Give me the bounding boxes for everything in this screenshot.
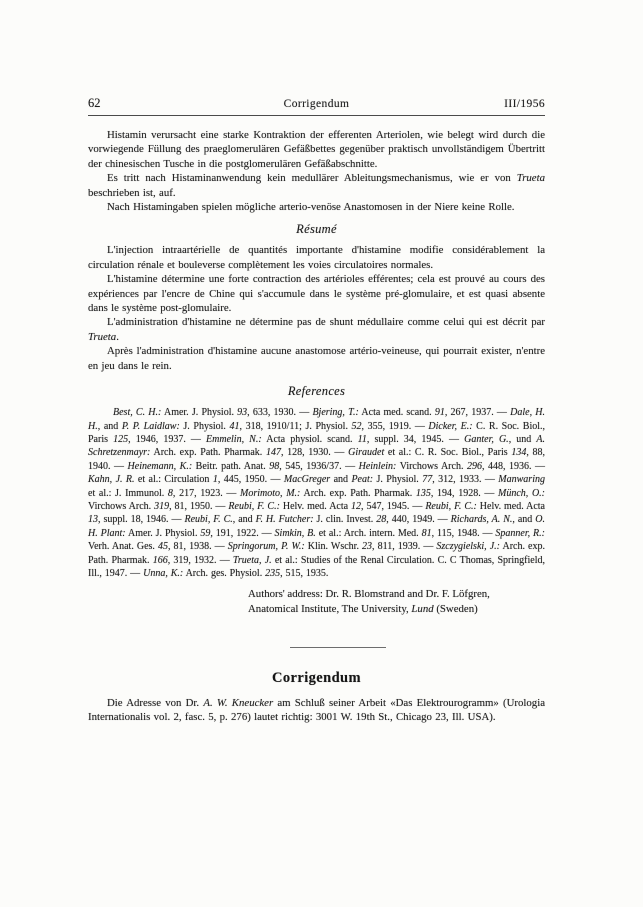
- authors-address: [248, 587, 545, 617]
- resume-paragraph-3: L'administration d'histamine ne détermine pas de shunt médullaire comme celui qui est décrit par Trueta.: [88, 316, 545, 343]
- page-body: [88, 128, 545, 725]
- resume-paragraph-2: L'histamine détermine une forte contraction des artérioles efférentes; cela est prouvé au cours des expériences par l'encre de Chine qui s'accumule dans le système pré-glomulaire, et est quasi absente dans le système post-glomulaire.: [88, 273, 545, 315]
- issue-number: III/1956: [504, 98, 545, 110]
- resume-section: [88, 222, 545, 373]
- authors-address-line-1: Authors' address: Dr. R. Blomstrand and Dr. F. Löfgren,: [248, 588, 490, 601]
- references-section: [88, 384, 545, 580]
- resume-paragraph-1: L'injection intraartérielle de quantités importante d'histamine modifie considérablement la circulation rénale et bouleverse complètement les voies circulatoires normales.: [88, 244, 545, 271]
- authors-address-line-2: Anatomical Institute, The University, Lund (Sweden): [248, 603, 478, 616]
- corrigendum-paragraph: Die Adresse von Dr. A. W. Kneucker am Schluß seiner Arbeit «Das Elektrourogramm» (Urologia Internationalis vol. 2, fasc. 5, p. 276) lautet richtig: 3001 W. 19th St., Chicago 23, Ill. USA).: [88, 696, 545, 724]
- german-paragraph-1: Histamin verursacht eine starke Kontraktion der efferenten Arteriolen, wie belegt wird durch die vorwiegende Füllung des praeglomerulären Gefäßbettes gegenüber praktisch unvollständigem Übertritt der chinesischen Tusche in die postglomerulären Gefäßabschnitte.: [88, 129, 545, 170]
- references-text: Best, C. H.: Amer. J. Physiol. 93, 633, 1930. — Bjering, T.: Acta med. scand. 91, 267, 1937. — Dale, H. H., and P. P. Laidlaw: J. Physiol. 41, 318, 1910/11; J. Physiol. 52, 355, 1919. — Dicker, E.: C. R. Soc. Biol., Paris 125, 1946, 1937. — Emmelin, N.: Acta physiol. scand. 11, suppl. 34, 1945. — Ganter, G., und A. Schretzenmayr: Arch. exp. Path. Pharmak. 147, 128, 1930. — Giraudet et al.: C. R. Soc. Biol., Paris 134, 88, 1940. — Heinemann, K.: Beitr. path. Anat. 98, 545, 1936/37. — Heinlein: Virchows Arch. 296, 448, 1936. — Kahn, J. R. et al.: Circulation 1, 445, 1950. — MacGreger and Peat: J. Physiol. 77, 312, 1933. — Manwaring et al.: J. Immunol. 8, 217, 1923. — Morimoto, M.: Arch. exp. Path. Pharmak. 135, 194, 1928. — Münch, O.: Virchows Arch. 319, 81, 1950. — Reubi, F. C.: Helv. med. Acta 12, 547, 1945. — Reubi, F. C.: Helv. med. Acta 13, suppl. 18, 1946. — Reubi, F. C., and F. H. Futcher: J. clin. Invest. 28, 440, 1949. — Richards, A. N., and O. H. Plant: Amer. J. Physiol. 59, 191, 1922. — Simkin, B. et al.: Arch. intern. Med. 81, 115, 1948. — Spanner, R.: Verh. Anat. Ges. 45, 81, 1938. — Springorum, P. W.: Klin. Wschr. 23, 811, 1939. — Szczygielski, J.: Arch. exp. Path. Pharmak. 166, 319, 1932. — Trueta, J. et al.: Studies of the Renal Circulation. C. C Thomas, Springfield, Ill., 1947. — Unna, K.: Arch. ges. Physiol. 235, 515, 1935.: [88, 407, 546, 579]
- resume-paragraph-4: Après l'administration d'histamine aucune anastomose artério-veineuse, qui pourrait exister, n'entre en jeu dans le rein.: [88, 345, 545, 372]
- german-summary-section: [88, 128, 545, 214]
- german-paragraph-3: Nach Histamingaben spielen mögliche arterio-venöse Anastomosen in der Niere keine Rolle.: [107, 201, 515, 214]
- page-header: [88, 96, 545, 116]
- resume-heading: Résumé: [296, 222, 337, 237]
- section-divider: [290, 647, 386, 648]
- corrigendum-section: [88, 670, 545, 725]
- corrigendum-heading: Corrigendum: [272, 669, 361, 686]
- running-title: Corrigendum: [283, 98, 350, 110]
- page-number: 62: [88, 96, 101, 110]
- references-heading: References: [287, 384, 346, 399]
- german-paragraph-2: Es tritt nach Histaminanwendung kein medullärer Ableitungsmechanismus, wie er von Trueta beschrieben ist, auf.: [88, 172, 545, 199]
